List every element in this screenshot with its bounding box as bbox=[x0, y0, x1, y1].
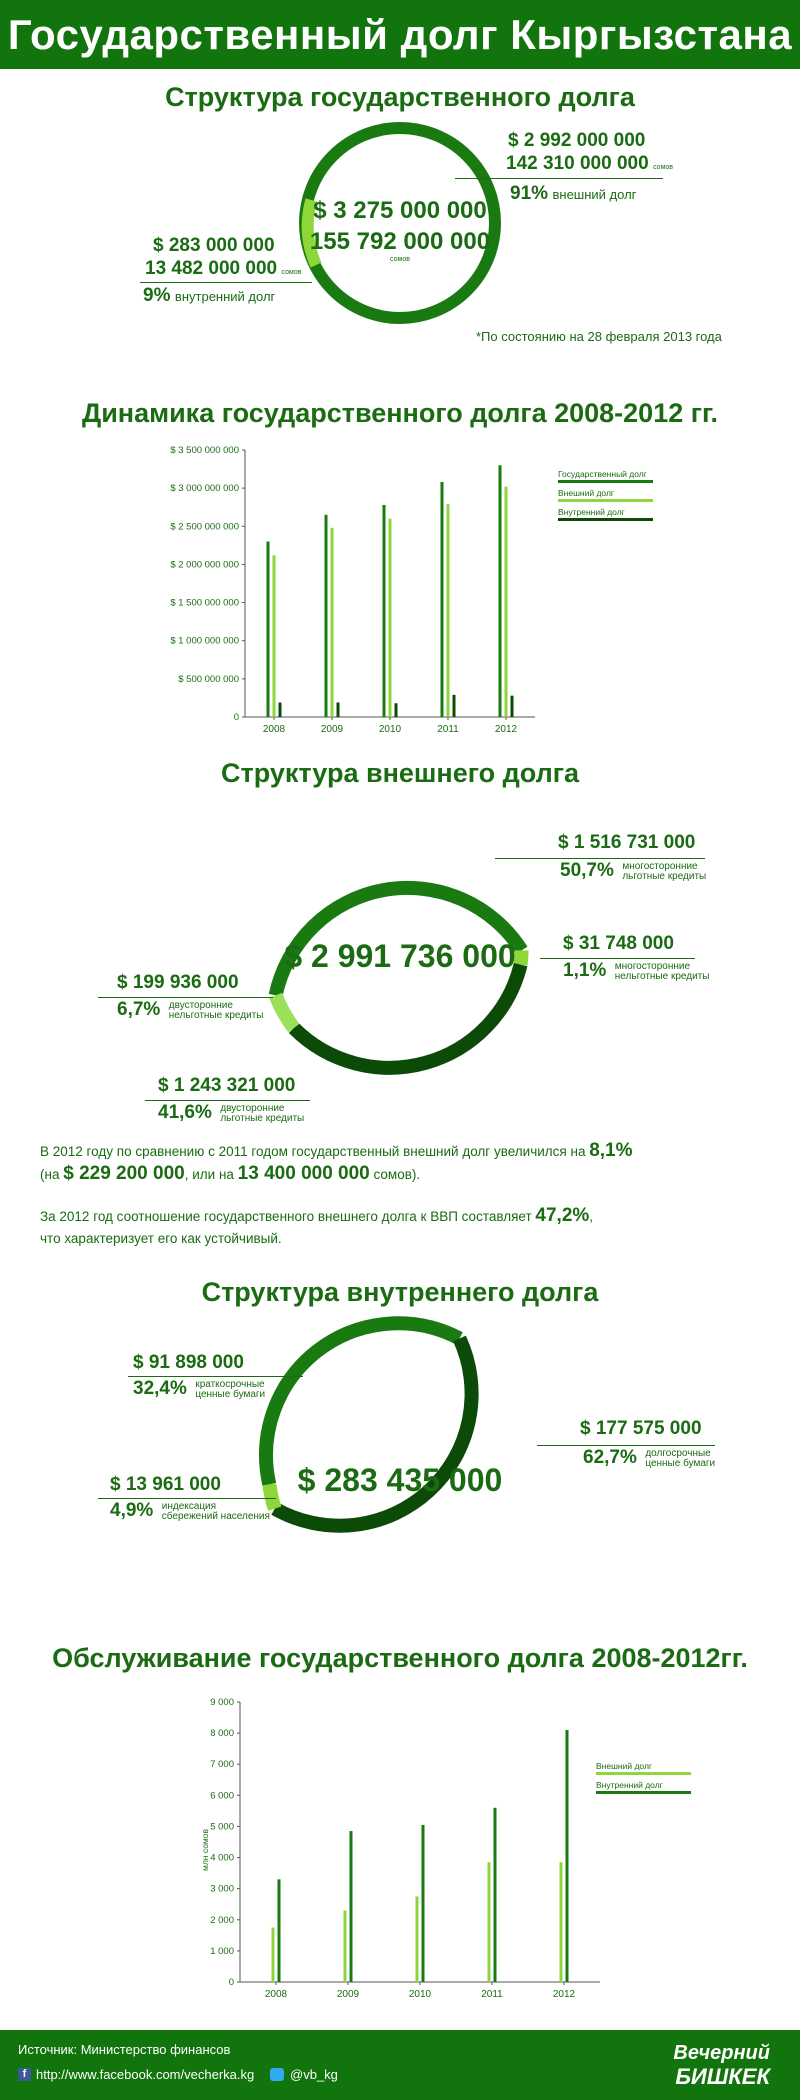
ext-item-4-usd: $ 199 936 000 bbox=[117, 972, 239, 993]
paragraph-2-text-3: что характеризует его как устойчивый. bbox=[40, 1231, 282, 1246]
paragraph-1-bold-3: 13 400 000 000 bbox=[237, 1163, 370, 1184]
y-tick-label: $ 1 500 000 000 bbox=[170, 597, 239, 609]
internal-ring bbox=[255, 1312, 545, 1602]
legend-swatch bbox=[558, 480, 653, 483]
int-leader-1 bbox=[128, 1376, 303, 1377]
ext-item-2-usd: $ 31 748 000 bbox=[563, 933, 674, 954]
int-item-1-usd: $ 91 898 000 bbox=[133, 1352, 244, 1373]
ext-item-3-desc2: льготные кредиты bbox=[220, 1113, 305, 1124]
y-tick-label: $ 3 500 000 000 bbox=[170, 445, 239, 456]
y-tick-label: 7 000 bbox=[210, 1759, 234, 1771]
ext-item-2-desc2: нельготные кредиты bbox=[614, 971, 710, 982]
y-tick-label: 1 000 bbox=[210, 1945, 234, 1957]
legend-label: Внутренний долг bbox=[596, 1780, 663, 1790]
external-leader-line bbox=[455, 178, 663, 179]
paragraph-1-text-2: (на bbox=[40, 1167, 64, 1182]
ext-item-1-usd: $ 1 516 731 000 bbox=[558, 832, 696, 853]
ext-item-1-pct: 50,7% bbox=[560, 860, 614, 881]
int-item-2-desc bbox=[645, 1449, 715, 1469]
x-tick-label: 2011 bbox=[481, 1989, 503, 2000]
bar-2 bbox=[422, 1825, 425, 1982]
paragraph-1-bold-1: 8,1% bbox=[589, 1140, 633, 1161]
ext-item-3-pct-row bbox=[158, 1102, 304, 1124]
paragraph-2-bold-1: 47,2% bbox=[535, 1205, 590, 1226]
facebook-icon: f bbox=[18, 2068, 31, 2081]
int-item-1-pct: 32,4% bbox=[133, 1378, 187, 1399]
paragraph-1-text-3: , или на bbox=[184, 1167, 238, 1182]
internal-total: $ 283 435 000 bbox=[297, 1462, 503, 1498]
legend-swatch bbox=[558, 499, 653, 502]
external-pct: 91% bbox=[510, 183, 549, 204]
bar-2 bbox=[494, 1808, 497, 1982]
paragraph-2 bbox=[40, 1205, 740, 1250]
int-item-3-desc2: сбережений населения bbox=[161, 1511, 270, 1522]
structure-note: *По состоянию на 28 февраля 2013 года bbox=[476, 329, 722, 344]
y-tick-label: 9 000 bbox=[210, 1697, 234, 1708]
footer bbox=[0, 2030, 800, 2100]
ext-item-4-desc1: двусторонние bbox=[168, 1000, 233, 1011]
y-tick-label: $ 1 000 000 000 bbox=[170, 635, 239, 647]
internal-label: внутренний долг bbox=[174, 289, 276, 304]
paragraph-1 bbox=[40, 1140, 740, 1186]
y-tick-label: 0 bbox=[233, 712, 239, 723]
legend-label: Внешний долг bbox=[596, 1761, 653, 1771]
external-som: 142 310 000 000 bbox=[506, 153, 649, 174]
bar-3 bbox=[279, 703, 282, 717]
structure-total-usd: $ 3 275 000 000 bbox=[313, 197, 487, 224]
bar-2 bbox=[350, 1831, 353, 1982]
ext-leader-3 bbox=[145, 1100, 310, 1101]
internal-leader-line bbox=[140, 282, 312, 283]
bar-1 bbox=[383, 505, 386, 717]
bar-1 bbox=[267, 542, 270, 717]
x-tick-label: 2010 bbox=[408, 1989, 432, 2000]
x-tick-label: 2009 bbox=[336, 1989, 360, 2000]
bar-2 bbox=[278, 1879, 281, 1982]
ext-leader-4 bbox=[98, 997, 273, 998]
bar-2 bbox=[447, 504, 450, 717]
y-tick-label: 3 000 bbox=[210, 1883, 234, 1895]
internal-som-unit: сомов bbox=[281, 269, 302, 276]
ring-bilateral-nonconcessional bbox=[276, 995, 294, 1028]
legend-label: Внешний долг bbox=[558, 488, 615, 498]
int-item-1-desc1: краткосрочные bbox=[195, 1379, 265, 1390]
x-tick-label: 2009 bbox=[320, 724, 344, 735]
external-som-row bbox=[506, 153, 673, 175]
twitter-link[interactable]: @vb_kg bbox=[290, 2067, 338, 2082]
legend-swatch bbox=[596, 1772, 691, 1775]
bar-1 bbox=[325, 515, 328, 717]
y-axis-label: млн сомов bbox=[200, 1828, 210, 1872]
paragraph-1-bold-2: $ 229 200 000 bbox=[63, 1163, 185, 1184]
structure-title: Структура государственного долга bbox=[165, 82, 635, 112]
int-item-3-desc1: индексация bbox=[161, 1501, 217, 1512]
external-usd: $ 2 992 000 000 bbox=[508, 130, 646, 151]
bar-1 bbox=[488, 1862, 491, 1982]
ext-item-1-desc1: многосторонние bbox=[622, 861, 698, 872]
ext-item-3-pct: 41,6% bbox=[158, 1102, 212, 1123]
internal-structure-title: Структура внутреннего долга bbox=[201, 1277, 599, 1307]
ring-bilateral-concessional bbox=[294, 965, 521, 1068]
x-tick-label: 2008 bbox=[262, 724, 286, 735]
legend-label: Внутренний долг bbox=[558, 507, 625, 517]
internal-usd: $ 283 000 000 bbox=[153, 235, 275, 256]
y-tick-label: $ 3 000 000 000 bbox=[170, 483, 239, 495]
int-item-3-usd: $ 13 961 000 bbox=[110, 1474, 221, 1495]
ext-item-2-desc bbox=[615, 962, 710, 982]
ring-short-term bbox=[266, 1323, 459, 1484]
ext-item-2-desc1: многосторонние bbox=[614, 961, 691, 972]
paragraph-1-text-1: В 2012 году по сравнению с 2011 годом государственный внешний долг увеличился на bbox=[40, 1144, 590, 1159]
bar-1 bbox=[416, 1896, 419, 1982]
bar-2 bbox=[331, 528, 334, 717]
ext-item-4-pct-row bbox=[117, 999, 263, 1021]
x-tick-label: 2010 bbox=[378, 724, 402, 735]
legend-label: Государственный долг bbox=[558, 469, 647, 479]
bar-3 bbox=[511, 696, 514, 717]
external-som-unit: сомов bbox=[653, 164, 673, 171]
bar-1 bbox=[344, 1910, 347, 1982]
int-item-2-pct: 62,7% bbox=[583, 1447, 637, 1468]
logo-bottom: БИШКЕК bbox=[675, 2064, 770, 2089]
x-tick-label: 2011 bbox=[437, 724, 459, 735]
int-item-1-desc2: ценные бумаги bbox=[195, 1389, 266, 1400]
ext-item-3-desc1: двусторонние bbox=[220, 1103, 285, 1114]
service-title: Обслуживание государственного долга 2008-2012гг. bbox=[52, 1643, 748, 1673]
int-item-2-desc2: ценные бумаги bbox=[645, 1458, 716, 1469]
bar-2 bbox=[566, 1730, 569, 1982]
bar-2 bbox=[505, 487, 508, 717]
y-tick-label: $ 2 000 000 000 bbox=[170, 559, 239, 571]
page-header bbox=[0, 0, 800, 69]
external-pct-row bbox=[510, 183, 636, 205]
int-leader-3 bbox=[98, 1498, 276, 1499]
ext-item-1-desc bbox=[622, 862, 706, 882]
internal-pct: 9% bbox=[143, 285, 171, 306]
bar-3 bbox=[337, 703, 340, 717]
logo-top: Вечерний bbox=[673, 2042, 770, 2064]
legend-swatch bbox=[596, 1791, 691, 1794]
ext-leader-2 bbox=[540, 958, 695, 959]
ext-leader-1 bbox=[495, 858, 705, 859]
x-tick-label: 2012 bbox=[494, 724, 518, 735]
x-tick-label: 2012 bbox=[552, 1989, 576, 2000]
legend-swatch bbox=[558, 518, 653, 521]
int-leader-2 bbox=[537, 1445, 715, 1446]
bar-2 bbox=[273, 555, 276, 717]
y-tick-label: 4 000 bbox=[210, 1852, 234, 1864]
twitter-icon bbox=[270, 2068, 284, 2081]
ext-item-4-pct: 6,7% bbox=[117, 999, 161, 1020]
int-item-2-desc1: долгосрочные bbox=[645, 1448, 711, 1459]
y-tick-label: $ 2 500 000 000 bbox=[170, 521, 239, 533]
bar-1 bbox=[560, 1862, 563, 1982]
ext-item-3-desc bbox=[220, 1104, 304, 1124]
facebook-link[interactable]: http://www.facebook.com/vecherka.kg bbox=[36, 2067, 255, 2082]
paragraph-1-text-4: сомов). bbox=[369, 1167, 421, 1182]
y-tick-label: $ 500 000 000 bbox=[178, 673, 239, 685]
bar-3 bbox=[395, 703, 398, 717]
dynamics-title: Динамика государственного долга 2008-2012 гг. bbox=[81, 398, 719, 428]
bar-1 bbox=[441, 482, 444, 717]
int-item-3-pct-row bbox=[110, 1500, 270, 1522]
int-item-2-pct-row bbox=[583, 1447, 715, 1469]
service-chart bbox=[150, 1690, 710, 2010]
dynamics-chart bbox=[140, 440, 660, 740]
ext-item-4-desc2: нельготные кредиты bbox=[168, 1010, 264, 1021]
internal-som-row bbox=[145, 258, 301, 280]
paragraph-2-text-2: , bbox=[589, 1209, 594, 1224]
int-item-1-desc bbox=[195, 1380, 265, 1400]
bar-1 bbox=[272, 1928, 275, 1982]
bar-2 bbox=[389, 519, 392, 717]
structure-total-som: 155 792 000 000 bbox=[309, 228, 491, 255]
internal-som: 13 482 000 000 bbox=[145, 258, 278, 279]
ext-item-4-desc bbox=[169, 1001, 264, 1021]
y-tick-label: 5 000 bbox=[210, 1821, 234, 1833]
bar-1 bbox=[499, 465, 502, 717]
y-tick-label: 6 000 bbox=[210, 1790, 234, 1802]
external-structure-title: Структура внешнего долга bbox=[221, 758, 579, 788]
external-total: $ 2 991 736 000 bbox=[284, 938, 516, 974]
paragraph-2-text-1: За 2012 год соотношение государственного внешнего долга к ВВП составляет bbox=[40, 1209, 536, 1224]
int-item-2-usd: $ 177 575 000 bbox=[580, 1418, 702, 1439]
x-tick-label: 2008 bbox=[264, 1989, 288, 2000]
y-tick-label: 2 000 bbox=[210, 1914, 234, 1926]
source-text: Источник: Министерство финансов bbox=[18, 2042, 231, 2057]
int-item-3-desc bbox=[162, 1502, 270, 1522]
structure-ring bbox=[295, 115, 505, 335]
structure-total-unit: сомов bbox=[390, 256, 410, 263]
ext-item-2-pct-row bbox=[563, 960, 709, 982]
int-item-1-pct-row bbox=[133, 1378, 265, 1400]
ext-item-2-pct: 1,1% bbox=[563, 960, 607, 981]
bar-3 bbox=[453, 695, 456, 717]
y-tick-label: 8 000 bbox=[210, 1728, 234, 1740]
ext-item-1-desc2: льготные кредиты bbox=[622, 871, 707, 882]
page-title: Государственный долг Кыргызстана bbox=[7, 11, 793, 58]
y-tick-label: 0 bbox=[228, 1977, 234, 1988]
ext-item-1-pct-row bbox=[560, 860, 706, 882]
external-label: внешний долг bbox=[552, 187, 637, 202]
ext-item-3-usd: $ 1 243 321 000 bbox=[158, 1075, 296, 1096]
int-item-3-pct: 4,9% bbox=[110, 1500, 154, 1521]
internal-pct-row bbox=[143, 285, 275, 307]
